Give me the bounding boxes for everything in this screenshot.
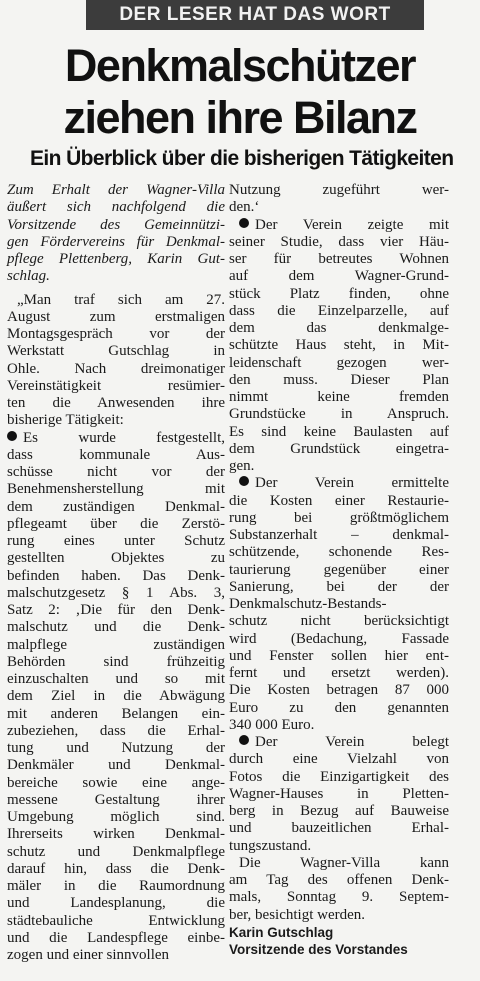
text-line xyxy=(229,631,449,648)
text-line-content: 340 000 Euro. xyxy=(229,716,315,733)
text-line xyxy=(7,292,225,309)
text-line-content: dem Ziel in die Abwägung xyxy=(7,688,225,705)
text-line-content: malpflege zuständigen xyxy=(7,636,225,653)
text-line-content: taurierung gegenüber einer xyxy=(229,561,449,578)
text-line-content: Vereinstätigkeit resümier- xyxy=(7,377,225,394)
paragraph-costs xyxy=(229,475,449,734)
text-line xyxy=(229,820,449,837)
bullet-icon xyxy=(239,735,249,745)
text-line-content: rung bei größtmöglichem xyxy=(229,509,449,526)
subheadline: Ein Überblick über die bisherigen Tätigkeiten xyxy=(30,147,454,170)
text-line xyxy=(7,361,225,378)
text-line xyxy=(7,533,225,550)
text-line xyxy=(7,378,225,395)
text-line xyxy=(7,343,225,360)
text-line xyxy=(229,596,449,613)
text-line xyxy=(229,406,449,423)
text-line-content: Wagner-Hauses in Pletten- xyxy=(229,785,449,802)
text-line-content: einzuschalten und so mit xyxy=(7,671,225,687)
text-line-content: Nutzung zugeführt wer- xyxy=(229,182,449,198)
section-banner: DER LESER HAT DAS WORT xyxy=(86,0,424,30)
paragraph-committees-continued xyxy=(229,182,449,217)
bullet-icon xyxy=(239,476,249,486)
text-line xyxy=(229,665,449,682)
text-line-content: berg in Bezug auf Bauweise xyxy=(229,803,449,819)
text-line-content: „Man traf sich am 27. xyxy=(17,291,225,308)
text-line-content: den.‘ xyxy=(229,199,260,216)
text-line-content: ten die Anwesenden ihre xyxy=(7,395,225,411)
text-line xyxy=(229,337,449,354)
text-line-content: Die Wagner-Villa kann xyxy=(239,854,449,871)
text-line xyxy=(7,182,225,199)
text-line-content: Ihrerseits wirken Denkmal- xyxy=(7,826,225,843)
text-line xyxy=(7,637,225,654)
text-line-content: befinden haben. Das Denk- xyxy=(7,567,225,584)
text-line xyxy=(229,510,449,527)
text-line xyxy=(229,372,449,389)
text-line xyxy=(7,775,225,792)
text-line xyxy=(7,481,225,498)
text-line xyxy=(7,757,225,774)
text-line xyxy=(229,700,449,717)
text-line-content: pflege Plettenberg, Karin Gut- xyxy=(7,251,225,267)
text-line xyxy=(229,855,449,872)
text-line xyxy=(7,251,225,268)
text-line-content: ber, besichtigt werden. xyxy=(229,906,366,923)
text-line xyxy=(229,182,449,199)
text-line-content: gen. xyxy=(229,458,255,474)
text-line-content: schutz nicht berücksichtigt xyxy=(229,613,449,630)
text-line xyxy=(229,872,449,889)
text-line xyxy=(7,706,225,723)
text-line-content: und Fenster sollen hier ent- xyxy=(229,647,449,664)
text-line xyxy=(7,199,225,216)
text-line xyxy=(229,389,449,406)
text-line xyxy=(7,878,225,895)
text-line-content: tung und Nutzung der xyxy=(7,740,225,756)
headline xyxy=(30,40,450,144)
text-line-content: Denkmalschutz-Bestands- xyxy=(229,596,387,612)
text-line xyxy=(7,671,225,688)
text-line xyxy=(7,947,225,964)
text-line-content: Satz 2: ‚Die für den Denk- xyxy=(7,602,225,618)
text-line xyxy=(7,826,225,843)
text-line-content: Sanierung, bei der der xyxy=(229,578,449,595)
text-line xyxy=(229,493,449,510)
text-line xyxy=(7,688,225,705)
text-line-content: mit anderen Belangen ein- xyxy=(7,705,225,722)
text-line-content: leidenschaft gezogen wer- xyxy=(229,354,449,371)
text-line-content: durch eine Vielzahl von xyxy=(229,751,449,768)
text-line xyxy=(7,792,225,809)
text-line xyxy=(229,562,449,579)
text-line xyxy=(229,579,449,596)
text-line xyxy=(229,199,449,216)
text-line xyxy=(7,430,225,447)
text-line xyxy=(229,286,449,303)
headline-line-2: ziehen ihre Bilanz xyxy=(63,92,417,143)
text-line-content: August zum erstmaligen xyxy=(7,308,225,325)
bullet-icon xyxy=(7,431,17,441)
text-line xyxy=(7,447,225,464)
text-line-content: die Kosten einer Restaurie- xyxy=(229,492,449,509)
text-line xyxy=(7,809,225,826)
signature-name: Karin Gutschlag xyxy=(229,924,334,940)
text-line xyxy=(7,654,225,671)
text-line xyxy=(229,717,449,734)
text-line-content: mäler in die Raumordnung xyxy=(7,878,225,894)
text-line-content: dem Grundstück eingetra- xyxy=(229,440,449,457)
text-line xyxy=(7,930,225,947)
text-line-content: zogen und einer sinnvollen xyxy=(7,947,170,963)
text-line-content: dass kommunale Aus- xyxy=(7,446,225,463)
signature-role: Vorsitzende des Vorstandes xyxy=(229,942,408,957)
paragraph-open-day xyxy=(229,855,449,924)
text-line xyxy=(229,234,449,251)
text-line-content: und die Landespflege einbe- xyxy=(7,929,225,946)
text-line-content: schlag. xyxy=(7,268,50,285)
right-column xyxy=(229,182,449,958)
text-line xyxy=(229,769,449,786)
text-line-content: dass die Einzelparzelle, auf xyxy=(229,302,449,319)
text-line-content: ser für betreutes Wohnen xyxy=(229,251,449,267)
text-line-content: bereiche sowie eine ange- xyxy=(7,774,225,791)
text-line xyxy=(7,844,225,861)
text-line xyxy=(7,895,225,912)
text-line-content: Fotos die Einzigartigkeit des xyxy=(229,768,449,785)
text-line-content: seiner Studie, dass vier Häu- xyxy=(229,233,449,250)
text-line-content: schützende, schonende Res- xyxy=(229,544,449,561)
text-line-content: dem das denkmalge- xyxy=(229,320,449,336)
text-line xyxy=(7,309,225,326)
text-line-content: Vorsitzende des Gemeinnützi- xyxy=(7,216,225,233)
text-line-content: und bauzeitlichen Erhal- xyxy=(229,820,449,837)
text-line xyxy=(7,464,225,481)
text-line-content: fernt und ersetzt werden). xyxy=(229,665,449,681)
text-line xyxy=(229,475,449,492)
left-column xyxy=(7,182,225,964)
text-line xyxy=(7,861,225,878)
text-line-content: bisherige Tätigkeit: xyxy=(7,412,124,429)
text-line-content: gen Fördervereins für Denkmal- xyxy=(7,233,225,250)
text-line-content: den muss. Dieser Plan xyxy=(229,371,449,388)
text-line xyxy=(7,268,225,285)
text-line xyxy=(7,234,225,251)
text-line xyxy=(229,441,449,458)
text-line-content: Behörden sind frühzeitig xyxy=(7,653,225,670)
paragraph-committees xyxy=(7,430,225,965)
text-line-content: Montagsgespräch vor der xyxy=(7,326,225,342)
text-line-content: messene Gestaltung ihrer xyxy=(7,791,225,808)
text-line-content: Benehmensherstellung mit xyxy=(7,481,225,498)
text-line xyxy=(7,516,225,533)
text-line-content: rung eines unter Schutz xyxy=(7,533,225,549)
headline-line-1: Denkmalschützer xyxy=(64,40,416,91)
text-line xyxy=(7,326,225,343)
paragraph-study xyxy=(229,217,449,476)
text-line xyxy=(7,499,225,516)
text-line xyxy=(7,568,225,585)
text-line-content: tungszustand. xyxy=(229,837,312,854)
text-line xyxy=(229,268,449,285)
text-line-content: wird (Bedachung, Fassade xyxy=(229,630,449,647)
text-line xyxy=(7,619,225,636)
text-line xyxy=(229,648,449,665)
text-line-content: Werkstatt Gutschlag in xyxy=(7,343,225,360)
text-line-content: auf dem Wagner-Grund- xyxy=(229,268,449,285)
text-line xyxy=(229,889,449,906)
text-line xyxy=(7,740,225,757)
text-line-content: am Tag des offenen Denk- xyxy=(229,872,449,888)
text-line-content: Der Verein ermittelte xyxy=(255,475,449,492)
text-line-content: nimmt keine fremden xyxy=(229,389,449,405)
text-line-content: Euro zu den genannten xyxy=(229,699,449,716)
text-line xyxy=(229,320,449,337)
bullet-icon xyxy=(239,218,249,228)
text-line xyxy=(229,217,449,234)
text-line-content: Denkmäler und Denkmal- xyxy=(7,757,225,774)
text-line-content: Es wurde festgestellt, xyxy=(23,429,225,446)
paragraph-meeting xyxy=(7,292,225,430)
text-line xyxy=(229,682,449,699)
text-line xyxy=(229,458,449,475)
text-line xyxy=(229,424,449,441)
text-line-content: zubeziehen, dass die Erhal- xyxy=(7,722,225,739)
text-line-content: Grundstücke in Anspruch. xyxy=(229,406,449,423)
text-line-content: gestellten Objektes zu xyxy=(7,550,225,567)
text-line-content: äußert sich nachfolgend die xyxy=(7,199,225,216)
text-line xyxy=(229,544,449,561)
text-line-content: stück Platz finden, ohne xyxy=(229,285,449,302)
text-line-content: Zum Erhalt der Wagner-Villa xyxy=(7,182,225,198)
text-line-content: Umgebung möglich sind. xyxy=(7,809,225,825)
text-line xyxy=(229,251,449,268)
text-line-content: Ohle. Nach dreimonatiger xyxy=(7,360,225,377)
text-line xyxy=(7,913,225,930)
text-line-content: Es sind keine Baulasten auf xyxy=(229,423,449,440)
text-line-content: pflegeamt über die Zerstö- xyxy=(7,515,225,532)
text-line-content: und Landesplanung, die xyxy=(7,895,225,912)
signature xyxy=(229,924,449,959)
text-line xyxy=(229,786,449,803)
text-line xyxy=(229,751,449,768)
intro-paragraph xyxy=(7,182,225,292)
text-line-content: malschutzgesetz § 1 Abs. 3, xyxy=(7,584,225,601)
text-line xyxy=(229,838,449,855)
text-line-content: Der Verein zeigte mit xyxy=(255,216,449,233)
text-line xyxy=(7,723,225,740)
text-line xyxy=(229,355,449,372)
text-line xyxy=(7,602,225,619)
text-line-content: Substanzerhalt – denkmal- xyxy=(229,527,449,543)
text-line-content: Der Verein belegt xyxy=(255,734,449,750)
text-line xyxy=(7,550,225,567)
text-line-content: dem zuständigen Denkmal- xyxy=(7,498,225,515)
text-line xyxy=(229,803,449,820)
text-line-content: darauf hin, dass die Denk- xyxy=(7,860,225,877)
text-line-content: schutz und Denkmalpflege xyxy=(7,843,225,860)
text-line-content: städtebauliche Entwicklung xyxy=(7,912,225,929)
text-line xyxy=(229,734,449,751)
text-line xyxy=(229,907,449,924)
text-line xyxy=(229,613,449,630)
text-line xyxy=(229,527,449,544)
text-line-content: schüsse nicht vor der xyxy=(7,464,225,480)
text-line-content: mals, Sonntag 9. Septem- xyxy=(229,889,449,906)
text-line xyxy=(229,303,449,320)
text-line xyxy=(7,412,225,429)
text-line-content: Die Kosten betragen 87 000 xyxy=(229,682,449,699)
text-line xyxy=(7,217,225,234)
text-line-content: malschutz und die Denk- xyxy=(7,619,225,636)
text-line-content: schützte Haus steht, in Mit- xyxy=(229,337,449,354)
text-line xyxy=(7,585,225,602)
text-line xyxy=(7,395,225,412)
paragraph-photos xyxy=(229,734,449,855)
